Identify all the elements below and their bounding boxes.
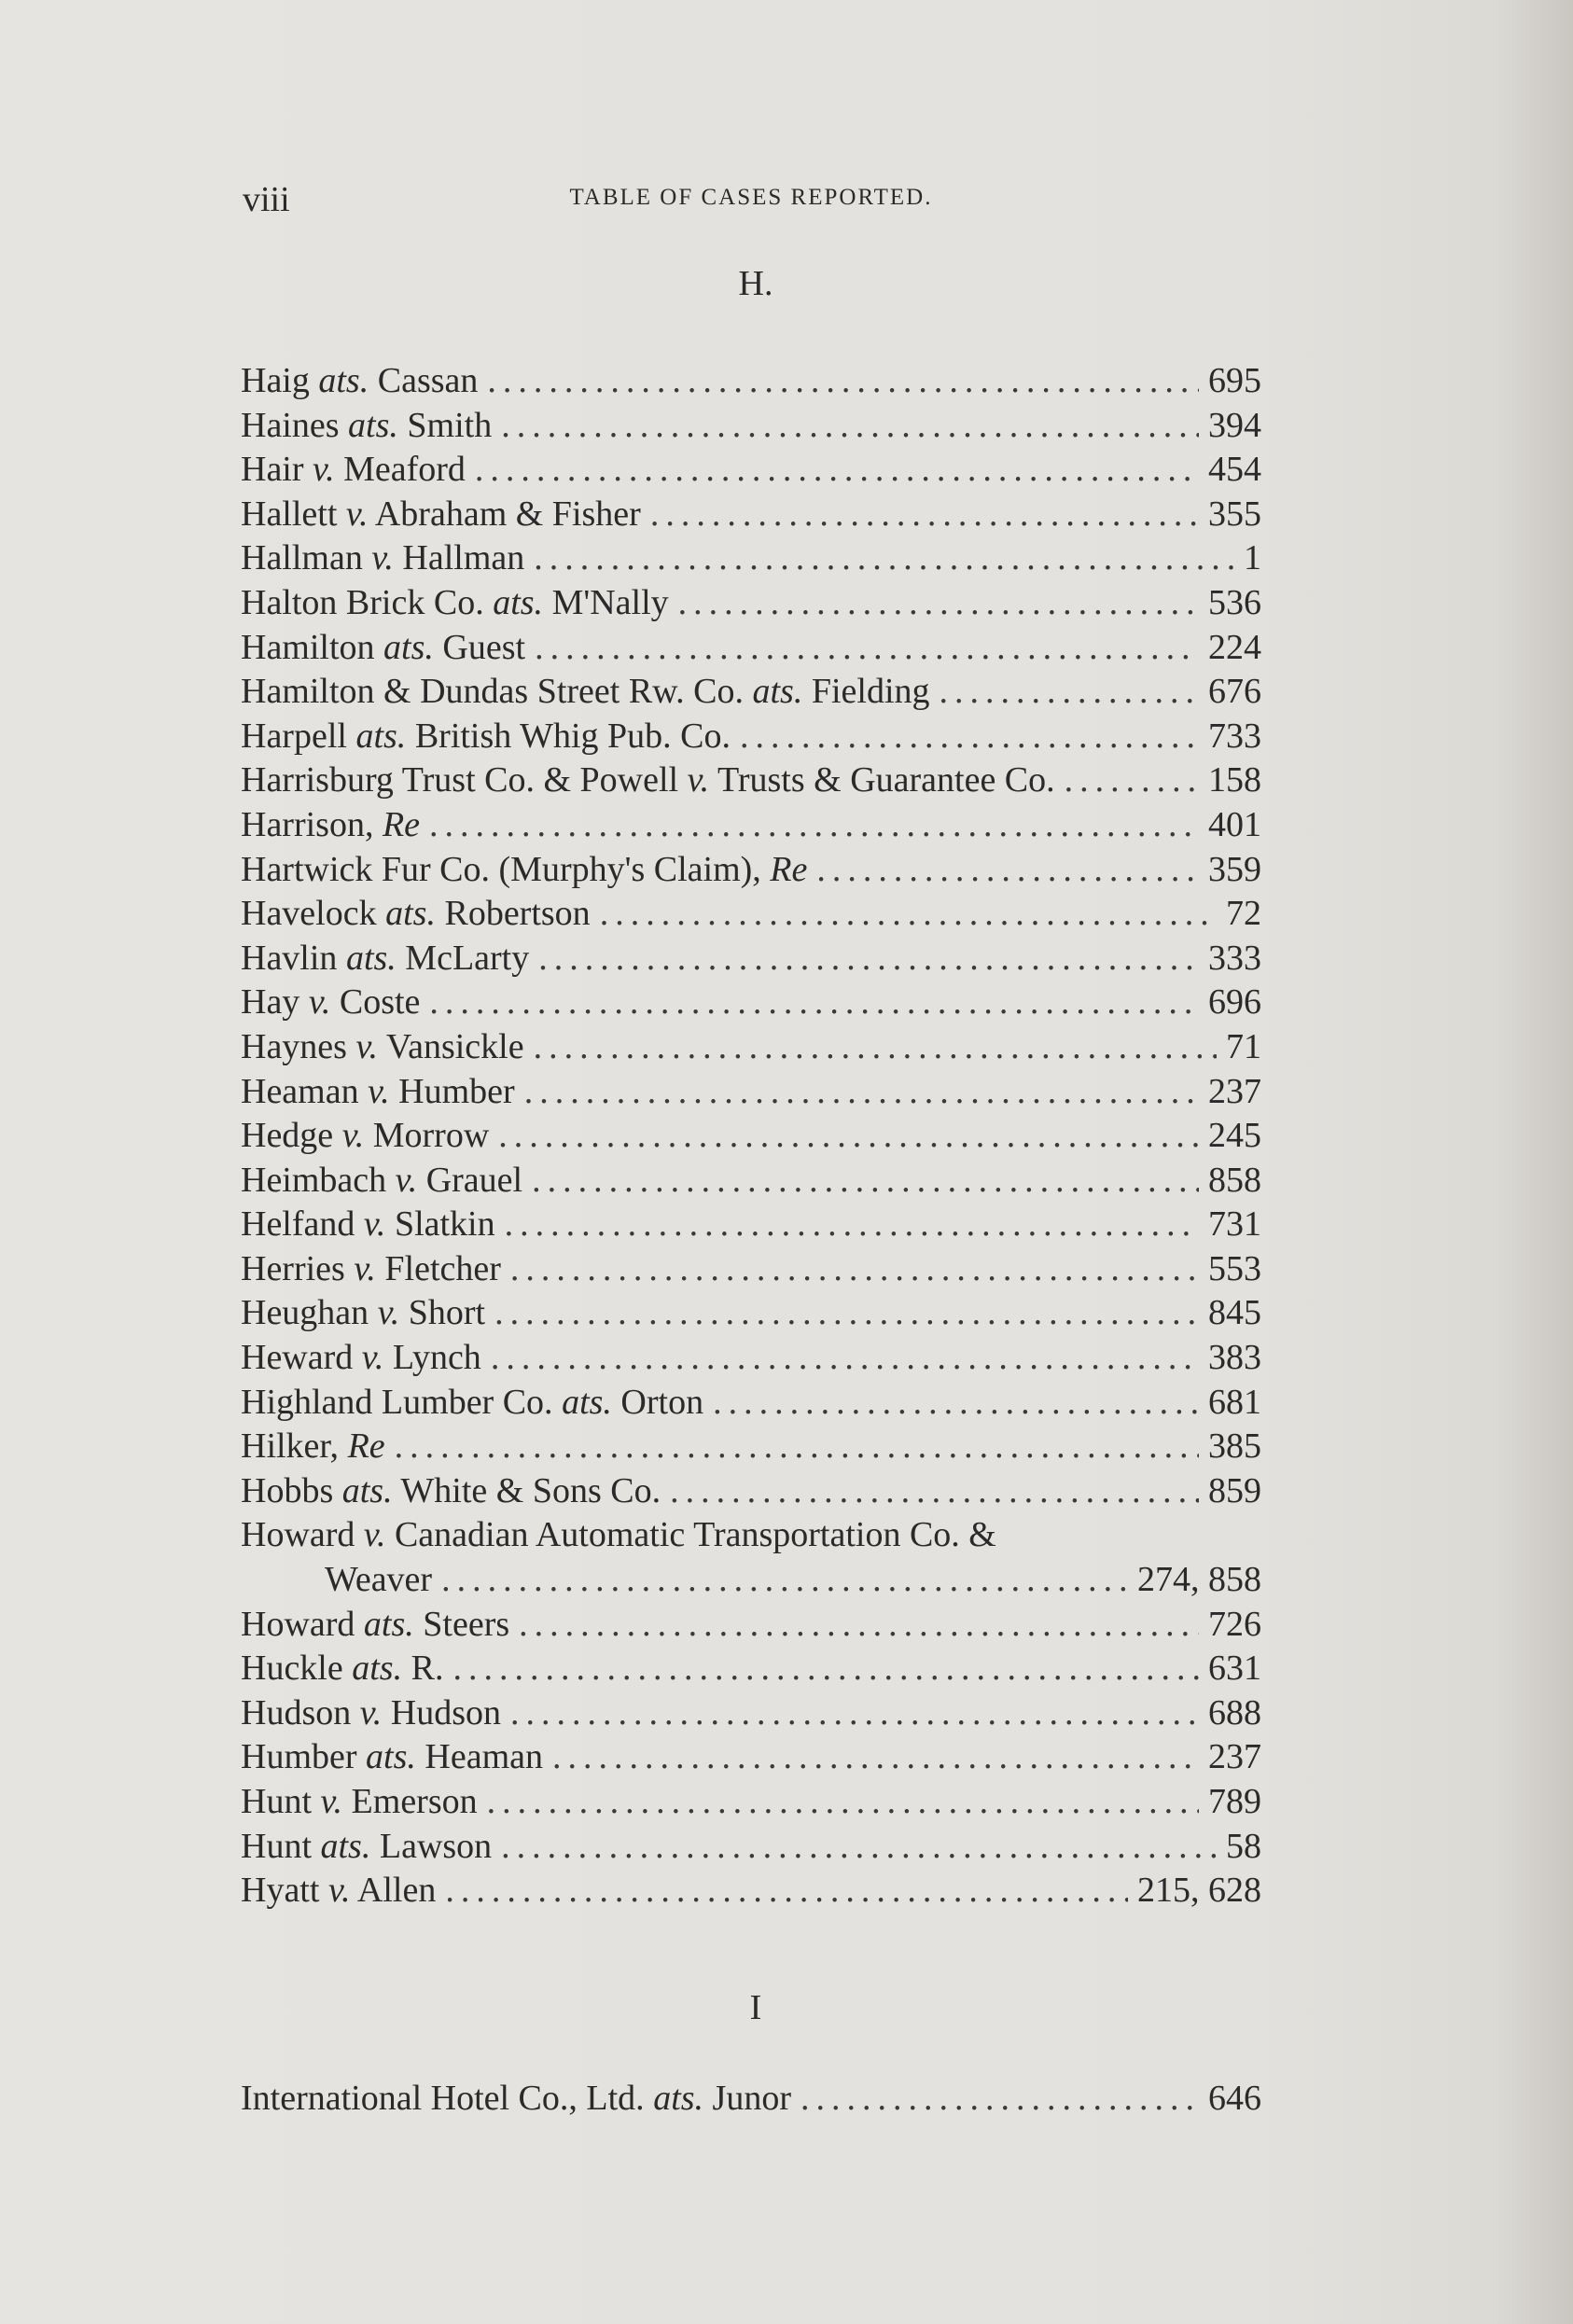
page-reference: 394 (1208, 405, 1261, 445)
leader-dots (452, 1647, 1199, 1691)
party-b: Canadian Automatic Transportation Co. & (394, 1515, 996, 1555)
leader-dots (650, 493, 1199, 537)
case-entry (241, 1780, 1261, 1825)
party-b: Allen (356, 1871, 437, 1911)
case-name (241, 1070, 515, 1115)
case-name (241, 1647, 443, 1691)
page-reference: 789 (1208, 1782, 1261, 1821)
case-name (241, 1691, 501, 1736)
case-entry (241, 1735, 1261, 1780)
page-reference: 383 (1208, 1338, 1261, 1378)
page-reference: 695 (1208, 361, 1261, 400)
relation: ats. (352, 1649, 403, 1689)
page-reference: 681 (1208, 1382, 1261, 1422)
case-entry (241, 1825, 1261, 1870)
case-name (241, 1825, 492, 1870)
relation: ats. (363, 1604, 414, 1644)
case-name (241, 892, 591, 937)
page-reference: 845 (1208, 1293, 1261, 1333)
party-a: Hair (241, 450, 304, 490)
relation: v. (377, 1293, 400, 1333)
relation: v. (320, 1782, 343, 1821)
leader-dots (538, 937, 1199, 981)
page-reference: 224 (1208, 627, 1261, 667)
party-b: Smith (407, 405, 493, 445)
case-entry (241, 1381, 1261, 1426)
relation: v. (313, 450, 335, 490)
relation: v. (361, 1338, 384, 1378)
leader-dots (510, 1247, 1199, 1292)
party-a: Helfand (241, 1204, 355, 1245)
leader-dots (713, 1381, 1199, 1426)
case-name (241, 1425, 385, 1469)
relation: v. (354, 1248, 376, 1288)
page-reference: 454 (1208, 450, 1261, 490)
case-entry (241, 1469, 1261, 1514)
page-reference: 333 (1208, 938, 1261, 978)
case-name (241, 758, 1055, 803)
case-name (241, 1159, 522, 1204)
party-a: Haig (241, 361, 310, 400)
case-entry (241, 448, 1261, 493)
relation: ats. (752, 672, 803, 712)
relation: Re (382, 804, 421, 844)
leader-dots (429, 803, 1199, 848)
leader-dots (600, 892, 1217, 937)
case-name (241, 404, 492, 449)
case-name (241, 581, 669, 626)
relation: v. (345, 494, 369, 534)
party-b: Slatkin (394, 1204, 495, 1245)
leader-dots (505, 1203, 1199, 1247)
leader-dots (475, 448, 1199, 493)
relation: ats. (345, 938, 397, 978)
case-entry (241, 1691, 1261, 1736)
party-a: Havelock (241, 894, 377, 934)
party-b: Emerson (351, 1782, 478, 1821)
case-entry (241, 981, 1261, 1025)
case-entry (241, 404, 1261, 449)
party-b: Short (408, 1293, 486, 1333)
case-entry (241, 1247, 1261, 1292)
party-a: Harrisburg Trust Co. & Powell (241, 760, 679, 800)
relation: ats. (366, 1737, 416, 1777)
relation: v. (308, 982, 331, 1023)
case-name (241, 359, 478, 404)
case-name (241, 1869, 436, 1913)
running-title: TABLE OF CASES REPORTED. (569, 185, 933, 210)
case-entry (241, 1425, 1261, 1469)
leader-dots (501, 404, 1199, 449)
case-list-i (241, 2077, 1261, 2122)
leader-dots (816, 848, 1199, 893)
case-entry (241, 1159, 1261, 1204)
leader-dots (524, 1070, 1199, 1115)
page-number: viii (243, 180, 290, 219)
party-a: Hunt (241, 1826, 312, 1866)
section-heading-h: H. (738, 264, 773, 303)
leader-dots (534, 1025, 1217, 1070)
party-b: McLarty (405, 938, 530, 978)
page-reference: 688 (1208, 1692, 1261, 1733)
leader-dots (532, 1159, 1199, 1204)
leader-dots (491, 1336, 1199, 1381)
party-b: Orton (620, 1382, 704, 1422)
relation: ats. (385, 894, 436, 934)
relation: ats. (383, 627, 434, 667)
case-entry (241, 1114, 1261, 1159)
case-name (241, 536, 524, 581)
leader-dots (535, 626, 1199, 671)
case-entry (241, 626, 1261, 671)
leader-dots (487, 1780, 1199, 1825)
page-header (243, 179, 1260, 226)
relation: v. (371, 538, 394, 578)
party-b: Lawson (379, 1826, 493, 1866)
relation: v. (327, 1871, 351, 1911)
leader-dots (800, 2077, 1199, 2122)
page-reference: 385 (1208, 1426, 1261, 1467)
case-entry-continuation (241, 1558, 1261, 1603)
party-b: Lynch (392, 1338, 481, 1378)
leader-dots (670, 1469, 1199, 1514)
case-name (241, 1780, 478, 1825)
page-reference: 72 (1226, 894, 1261, 934)
page-reference: 631 (1208, 1649, 1261, 1689)
case-name (241, 1025, 524, 1070)
case-name (241, 937, 529, 981)
page-reference: 245 (1208, 1116, 1261, 1156)
party-a: Harpell (241, 716, 347, 756)
case-entry (241, 803, 1261, 848)
page-reference: 71 (1226, 1026, 1261, 1066)
page-reference: 731 (1208, 1204, 1261, 1245)
page-reference: 676 (1208, 672, 1261, 712)
party-a: Hyatt (241, 1871, 320, 1911)
party-b: Guest (442, 627, 526, 667)
party-a: Heaman (241, 1071, 359, 1111)
case-name (241, 715, 731, 759)
party-a: Hunt (241, 1782, 312, 1821)
party-b-continuation: Weaver (325, 1560, 433, 1600)
party-a: Hay (241, 982, 300, 1023)
case-name (241, 1247, 501, 1292)
party-b: Steers (423, 1604, 510, 1644)
page-reference: 355 (1208, 494, 1261, 534)
case-entry (241, 1603, 1261, 1648)
leader-dots (940, 670, 1199, 715)
case-entry (241, 1336, 1261, 1381)
party-b: Coste (339, 982, 421, 1023)
relation: v. (363, 1515, 386, 1555)
page-reference: 237 (1208, 1737, 1261, 1777)
case-entry (241, 1647, 1261, 1691)
party-b: British Whig Pub. Co. (414, 716, 731, 756)
case-name (241, 803, 420, 848)
relation: ats. (318, 361, 369, 400)
party-b: Fielding (811, 672, 930, 712)
party-a: Hobbs (241, 1470, 334, 1510)
leader-dots (494, 1291, 1199, 1336)
page-reference: 696 (1208, 982, 1261, 1023)
case-name (241, 1114, 489, 1159)
leader-dots (552, 1735, 1199, 1780)
relation: v. (687, 760, 710, 800)
party-b: Meaford (343, 450, 466, 490)
case-entry (241, 848, 1261, 893)
case-name (241, 1513, 996, 1558)
leader-dots (429, 981, 1199, 1025)
party-a: Haines (241, 405, 340, 445)
party-a: Hedge (241, 1116, 334, 1156)
party-a: Havlin (241, 938, 338, 978)
case-name (241, 1735, 543, 1780)
leader-dots (395, 1425, 1199, 1469)
page-reference: 401 (1208, 804, 1261, 844)
case-name (241, 2077, 791, 2122)
party-a: Hamilton (241, 627, 375, 667)
party-a: Harrison, (241, 804, 374, 844)
party-b: Abraham & Fisher (374, 494, 641, 534)
case-name (241, 493, 641, 537)
case-entry (241, 359, 1261, 404)
case-name (241, 848, 807, 893)
page-reference: 646 (1208, 2079, 1261, 2118)
party-a: Highland Lumber Co. (241, 1382, 553, 1422)
leader-dots (519, 1603, 1199, 1648)
page-reference: 733 (1208, 716, 1261, 756)
case-name (241, 981, 420, 1025)
case-entry (241, 715, 1261, 759)
relation: v. (359, 1692, 383, 1733)
party-b: Heaman (425, 1737, 543, 1777)
party-b: M'Nally (551, 582, 669, 622)
case-name (241, 1203, 495, 1247)
page-reference: 237 (1208, 1071, 1261, 1111)
party-b: R. (411, 1649, 444, 1689)
leader-dots (740, 715, 1199, 759)
leader-dots (441, 1558, 1128, 1603)
relation: ats. (348, 405, 398, 445)
party-a: Hallett (241, 494, 338, 534)
party-a: International Hotel Co., Ltd. (241, 2079, 645, 2118)
case-entry (241, 670, 1261, 715)
party-b: Hallman (402, 538, 525, 578)
party-a: Herries (241, 1248, 345, 1288)
relation: ats. (341, 1470, 393, 1510)
party-a: Haynes (241, 1026, 347, 1066)
page-reference: 58 (1226, 1826, 1261, 1866)
case-entry (241, 892, 1261, 937)
party-b: Junor (712, 2079, 791, 2118)
case-entry (241, 758, 1261, 803)
page-reference: 859 (1208, 1470, 1261, 1510)
page-reference: 553 (1208, 1248, 1261, 1288)
relation: ats. (653, 2079, 704, 2118)
party-b: Morrow (372, 1116, 490, 1156)
relation: ats. (355, 716, 407, 756)
party-a: Humber (241, 1737, 357, 1777)
relation: Re (770, 849, 808, 889)
case-entry (241, 1513, 1261, 1558)
case-entry (241, 493, 1261, 537)
leader-dots (487, 359, 1199, 404)
party-b: Robertson (444, 894, 591, 934)
party-a: Howard (241, 1604, 355, 1644)
party-b: Fletcher (384, 1248, 501, 1288)
case-list-h (241, 359, 1261, 1913)
party-a: Heward (241, 1338, 354, 1378)
leader-dots (510, 1691, 1199, 1736)
relation: v. (363, 1204, 386, 1245)
party-b: Cassan (377, 361, 479, 400)
section-heading-i: I (749, 1988, 762, 2027)
leader-dots (445, 1869, 1128, 1913)
case-name (241, 626, 525, 671)
case-entry (241, 536, 1261, 581)
page-reference: 726 (1208, 1604, 1261, 1644)
leader-dots (1065, 758, 1199, 803)
leader-dots (678, 581, 1199, 626)
case-entry (241, 1070, 1261, 1115)
case-entry (241, 1869, 1261, 1913)
case-name (241, 1291, 485, 1336)
page-reference: 536 (1208, 582, 1261, 622)
leader-dots (498, 1114, 1199, 1159)
relation: Re (347, 1426, 385, 1467)
case-name (241, 1336, 481, 1381)
case-name (241, 670, 930, 715)
relation: v. (341, 1116, 365, 1156)
case-entry (241, 581, 1261, 626)
party-a: Hallman (241, 538, 363, 578)
leader-dots (501, 1825, 1217, 1870)
relation: ats. (320, 1826, 371, 1866)
case-entry (241, 2077, 1261, 2122)
party-a: Heimbach (241, 1160, 387, 1200)
party-a: Hudson (241, 1692, 352, 1733)
party-a: Hilker, (241, 1426, 340, 1467)
relation: v. (355, 1026, 379, 1066)
party-a: Hamilton & Dundas Street Rw. Co. (241, 672, 744, 712)
case-name (241, 1381, 703, 1426)
page-reference: 359 (1208, 849, 1261, 889)
party-a: Howard (241, 1515, 355, 1555)
case-name (241, 1603, 509, 1648)
party-b: Humber (398, 1071, 515, 1111)
relation: v. (395, 1160, 418, 1200)
party-a: Heughan (241, 1293, 369, 1333)
relation: v. (368, 1071, 390, 1111)
case-entry (241, 1025, 1261, 1070)
leader-dots (534, 536, 1234, 581)
party-a: Halton Brick Co. (241, 582, 484, 622)
page-reference: 215, 628 (1137, 1871, 1261, 1911)
party-b: Trusts & Guarantee Co. (717, 760, 1055, 800)
page-reference: 274, 858 (1137, 1560, 1261, 1600)
page-reference: 1 (1244, 538, 1261, 578)
party-b: White & Sons Co. (400, 1470, 661, 1510)
party-a: Hartwick Fur Co. (Murphy's Claim), (241, 849, 761, 889)
case-entry (241, 937, 1261, 981)
page-reference: 158 (1208, 760, 1261, 800)
case-entry (241, 1291, 1261, 1336)
party-b: Grauel (425, 1160, 523, 1200)
relation: ats. (562, 1382, 612, 1422)
relation: ats. (493, 582, 544, 622)
party-b: Vansickle (385, 1026, 524, 1066)
party-a: Huckle (241, 1649, 343, 1689)
party-b: Hudson (390, 1692, 502, 1733)
case-name (241, 448, 466, 493)
case-name (241, 1469, 661, 1514)
page-reference: 858 (1208, 1160, 1261, 1200)
case-entry (241, 1203, 1261, 1247)
